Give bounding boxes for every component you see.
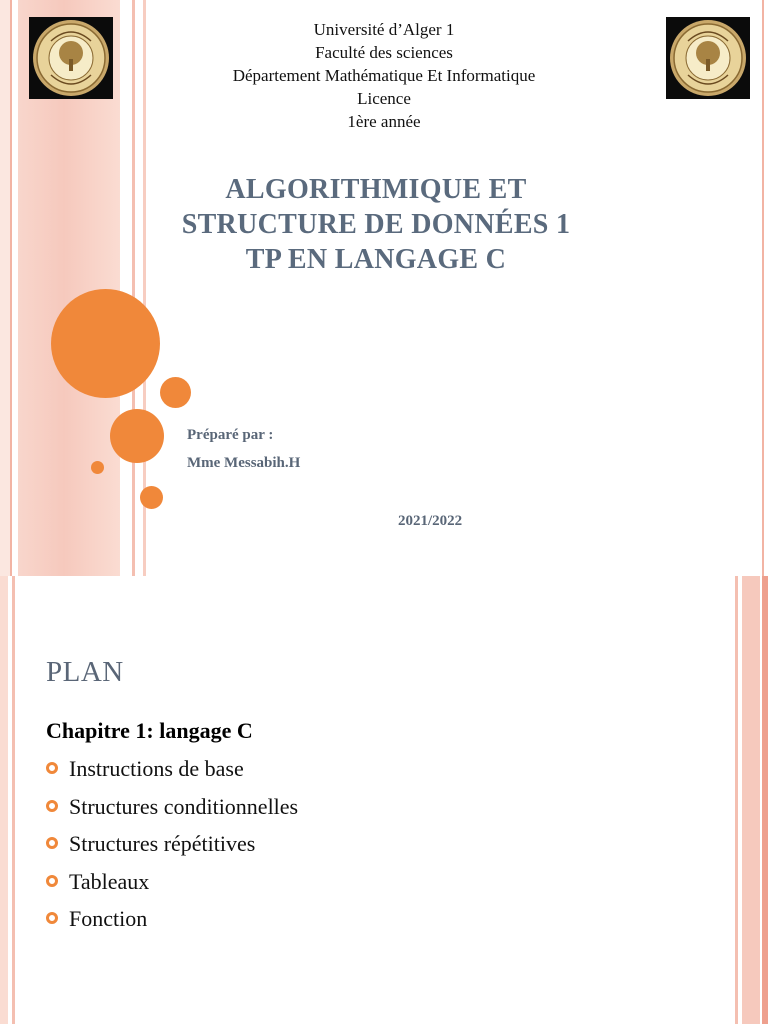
left-stripe-thin-1 [132,0,135,576]
course-title [180,172,572,277]
decor-circle-medium [110,409,164,463]
left-stripe-thin [12,576,15,1024]
author-name: Mme Messabih.H [187,455,301,471]
right-stripe-line [762,0,764,576]
plan-list [46,756,298,944]
plan-title: PLAN [46,656,124,688]
list-item-label: Tableaux [69,868,150,894]
left-stripe-line [10,0,12,576]
bullet-circle-icon [46,762,58,774]
decor-circle-tiny [91,461,104,474]
bullet-circle-icon [46,912,58,924]
list-item [46,869,298,907]
decor-circle-small-2 [140,486,163,509]
faculty-name: Faculté des sciences [315,43,453,62]
plan-slide [0,576,768,1024]
university-name: Université d’Alger 1 [313,20,455,39]
university-logo-left [29,17,113,99]
list-item [46,906,298,944]
left-stripe-band [0,576,8,1024]
list-item-label: Fonction [69,906,148,931]
list-item-label: Instructions de base [69,756,244,781]
right-stripe-band [742,576,760,1024]
right-stripe-thin-1 [735,576,738,1024]
list-item [46,794,298,832]
academic-year: 2021/2022 [398,513,463,529]
left-stripe-outer [0,0,10,576]
prepared-by-label: Préparé par : [187,427,274,443]
bullet-circle-icon [46,875,58,887]
decor-circle-large [51,289,160,398]
course-title-line-2: STRUCTURE DE DONNÉES 1 [181,209,571,240]
bullet-circle-icon [46,837,58,849]
list-item [46,756,298,794]
chapter-heading: Chapitre 1: langage C [46,718,253,743]
decor-circle-small-1 [160,377,191,408]
bullet-circle-icon [46,800,58,812]
list-item-label: Structures répétitives [69,831,256,856]
right-stripe-thin-2 [762,576,768,1024]
course-title-line-1: ALGORITHMIQUE ET [225,174,527,205]
university-logo-right [666,17,750,99]
year-level: 1ère année [347,112,421,131]
course-title-line-3: TP EN LANGAGE C [245,244,507,275]
list-item [46,831,298,869]
degree-name: Licence [357,89,411,108]
department-name: Département Mathématique Et Informatique [232,66,536,85]
institution-header [200,18,568,133]
list-item-label: Structures conditionnelles [69,793,299,819]
